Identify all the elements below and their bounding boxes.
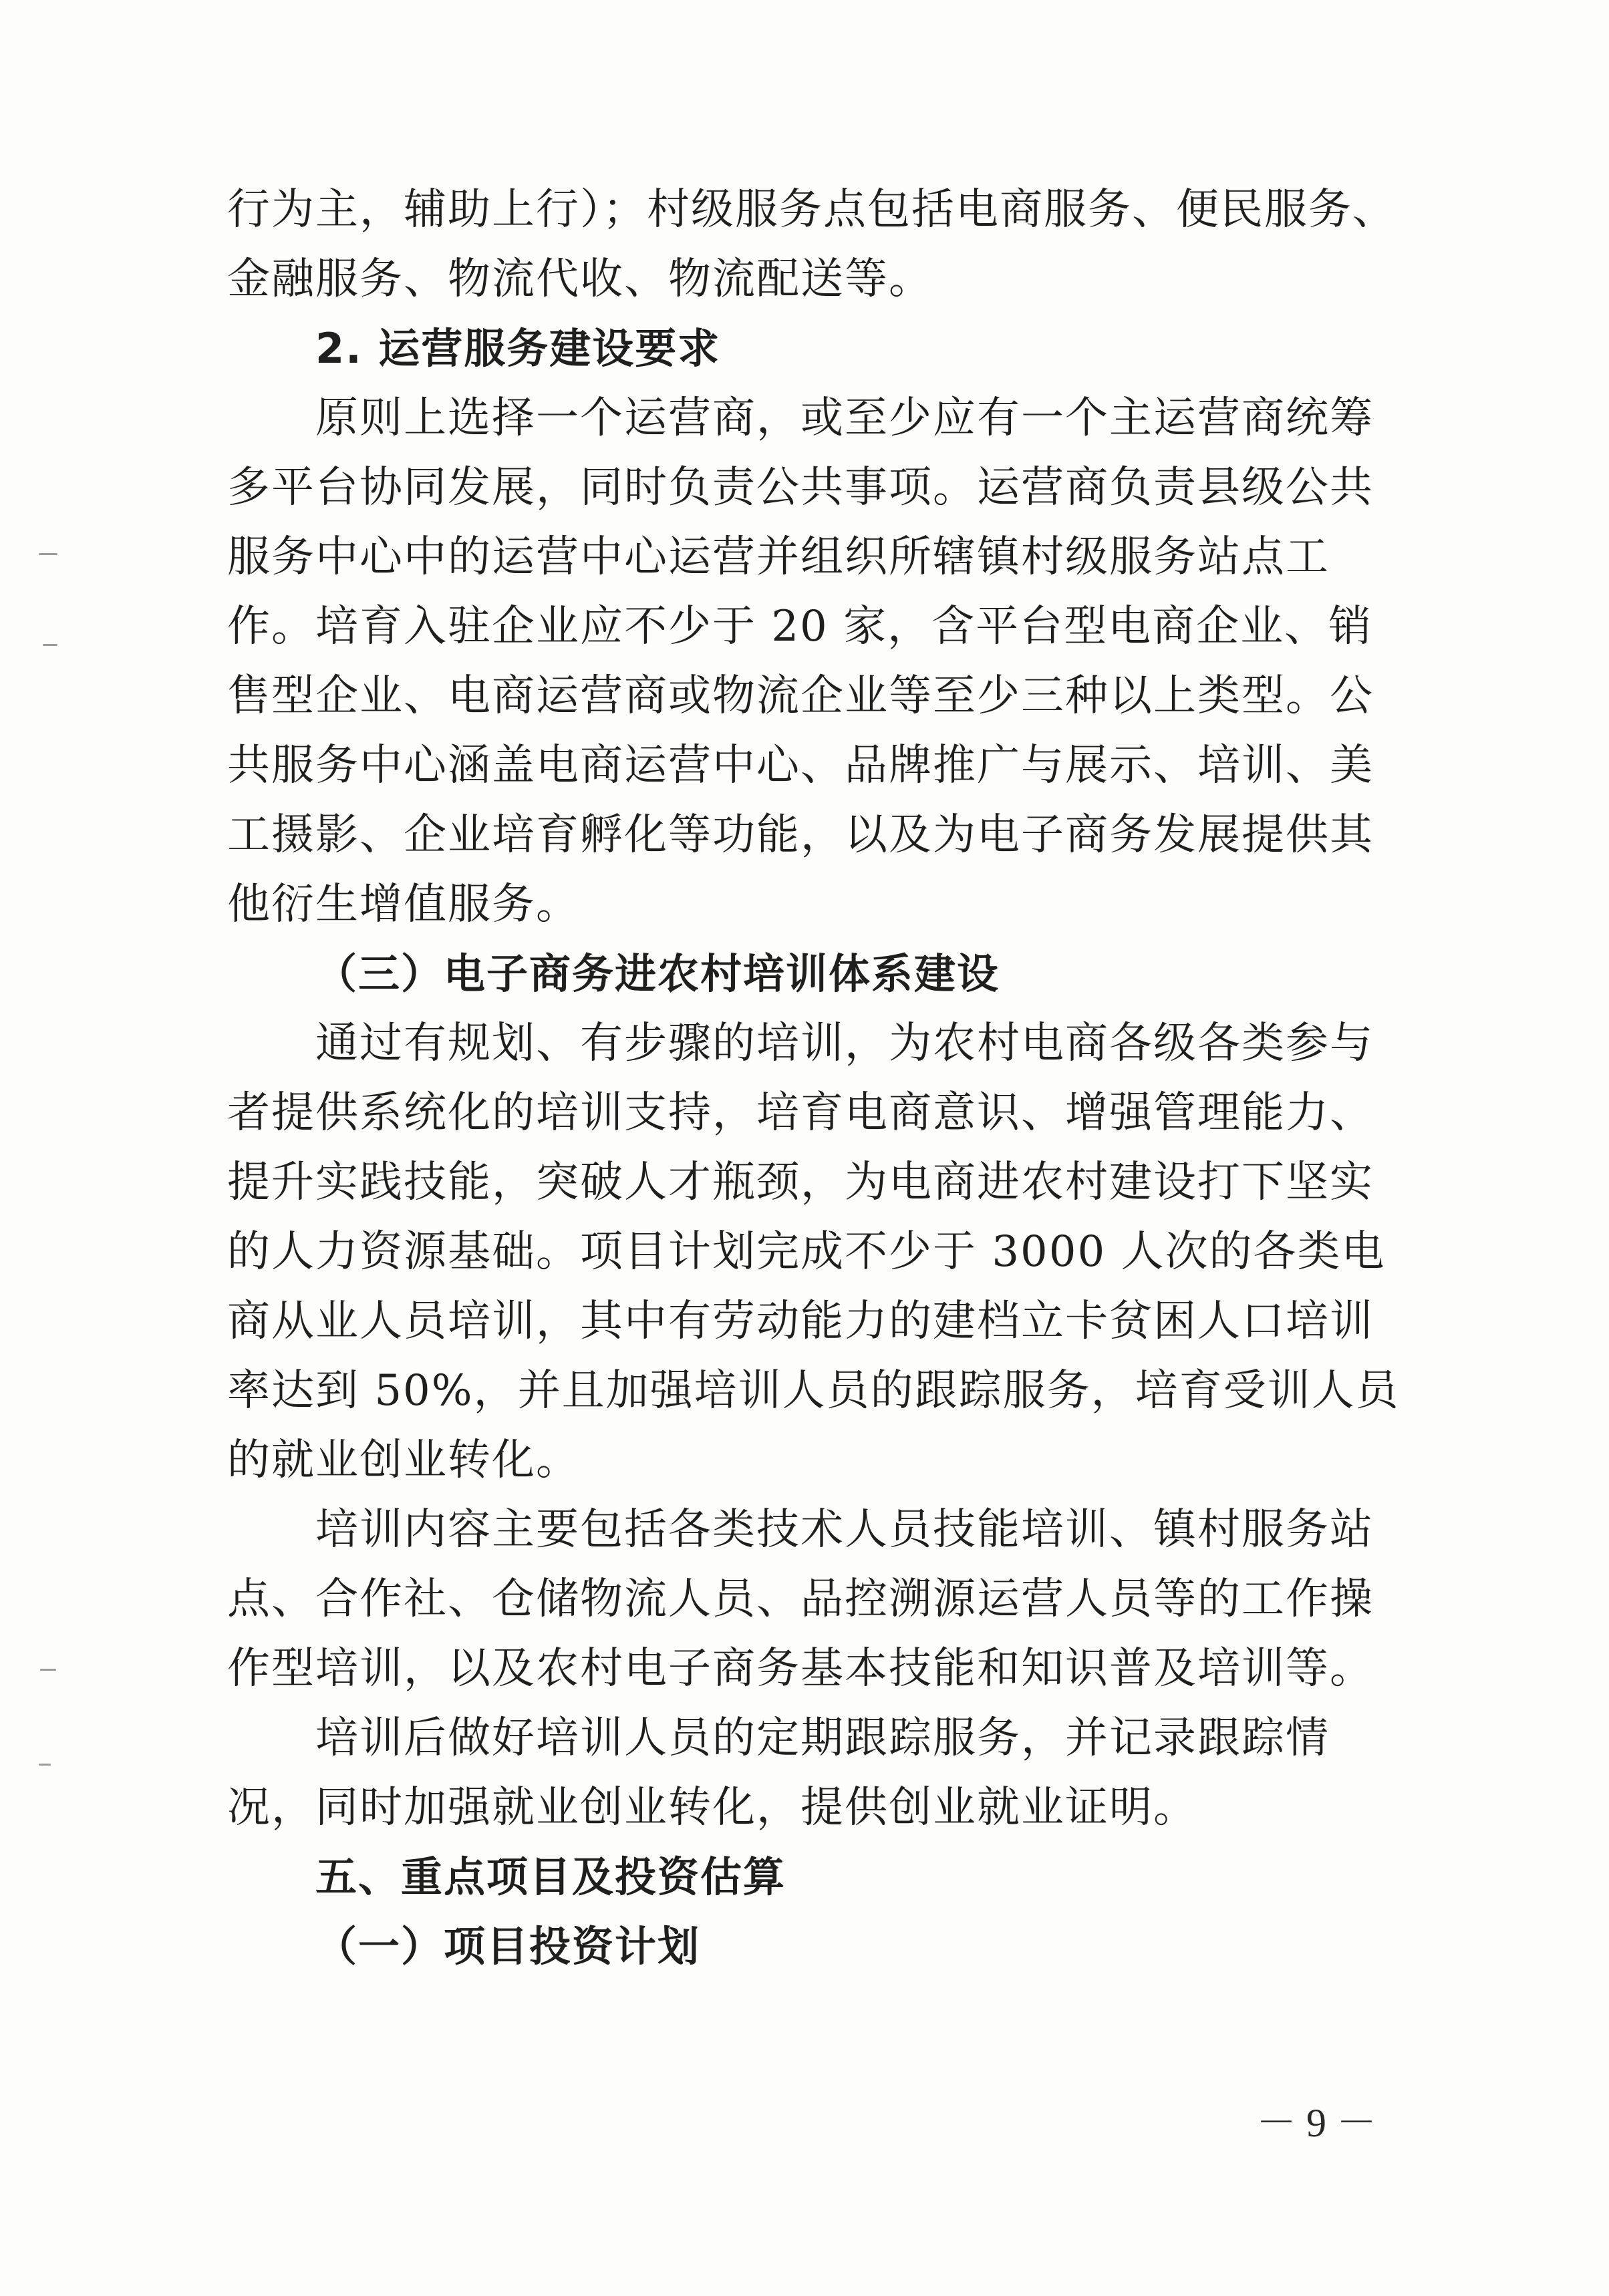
scan-artifact-mark	[40, 1669, 56, 1671]
paragraph-line: 作。培育入驻企业应不少于 20 家，含平台型电商企业、销	[227, 602, 1373, 651]
paragraph-line: 行为主，辅助上行）；村级服务点包括电商服务、便民服务、	[227, 185, 1397, 234]
paragraph-line: 况，同时加强就业创业转化，提供创业就业证明。	[227, 1783, 1197, 1832]
paragraph-line: 培训内容主要包括各类技术人员技能培训、镇村服务站	[315, 1505, 1374, 1554]
paragraph-line: 原则上选择一个运营商，或至少应有一个主运营商统筹	[315, 393, 1374, 443]
paragraph-line: 售型企业、电商运营商或物流企业等至少三种以上类型。公	[227, 671, 1374, 721]
scan-artifact-mark	[43, 644, 57, 646]
paragraph-line: 商从业人员培训，其中有劳动能力的建档立卡贫困人口培训	[227, 1297, 1374, 1346]
paragraph-line: 多平台协同发展，同时负责公共事项。运营商负责县级公共	[227, 463, 1374, 512]
paragraph-line: 作型培训，以及农村电子商务基本技能和知识普及培训等。	[227, 1644, 1374, 1693]
subsection-heading: （三）电子商务进农村培训体系建设	[315, 949, 1000, 998]
paragraph-line: 培训后做好培训人员的定期跟踪服务，并记录跟踪情	[315, 1713, 1330, 1763]
section-heading: 五、重点项目及投资估算	[315, 1852, 786, 1901]
subsection-heading: （一）项目投资计划	[315, 1922, 701, 1971]
page-number: － 9 －	[1256, 2101, 1376, 2145]
paragraph-line: 通过有规划、有步骤的培训，为农村电商各级各类参与	[315, 1019, 1374, 1068]
paragraph-line: 点、合作社、仓储物流人员、品控溯源运营人员等的工作操	[227, 1575, 1374, 1624]
paragraph-line: 工摄影、企业培育孵化等功能，以及为电子商务发展提供其	[227, 810, 1374, 860]
paragraph-line: 的就业创业转化。	[227, 1436, 580, 1485]
paragraph-line: 率达到 50%，并且加强培训人员的跟踪服务，培育受训人员	[227, 1366, 1400, 1416]
paragraph-line: 服务中心中的运营中心运营并组织所辖镇村级服务站点工	[227, 532, 1330, 582]
paragraph-line: 提升实践技能，突破人才瓶颈，为电商进农村建设打下坚实	[227, 1158, 1374, 1207]
subsection-heading: 2. 运营服务建设要求	[315, 324, 721, 373]
paragraph-line: 金融服务、物流代收、物流配送等。	[227, 255, 933, 304]
document-body	[227, 175, 1400, 1981]
scan-artifact-mark	[39, 553, 57, 555]
scan-artifact-mark	[39, 1764, 51, 1766]
paragraph-line: 者提供系统化的培训支持，培育电商意识、增强管理能力、	[227, 1088, 1374, 1138]
paragraph-line: 他衍生增值服务。	[227, 880, 580, 929]
paragraph-line: 共服务中心涵盖电商运营中心、品牌推广与展示、培训、美	[227, 741, 1374, 790]
paragraph-line: 的人力资源基础。项目计划完成不少于 3000 人次的各类电	[227, 1227, 1386, 1277]
